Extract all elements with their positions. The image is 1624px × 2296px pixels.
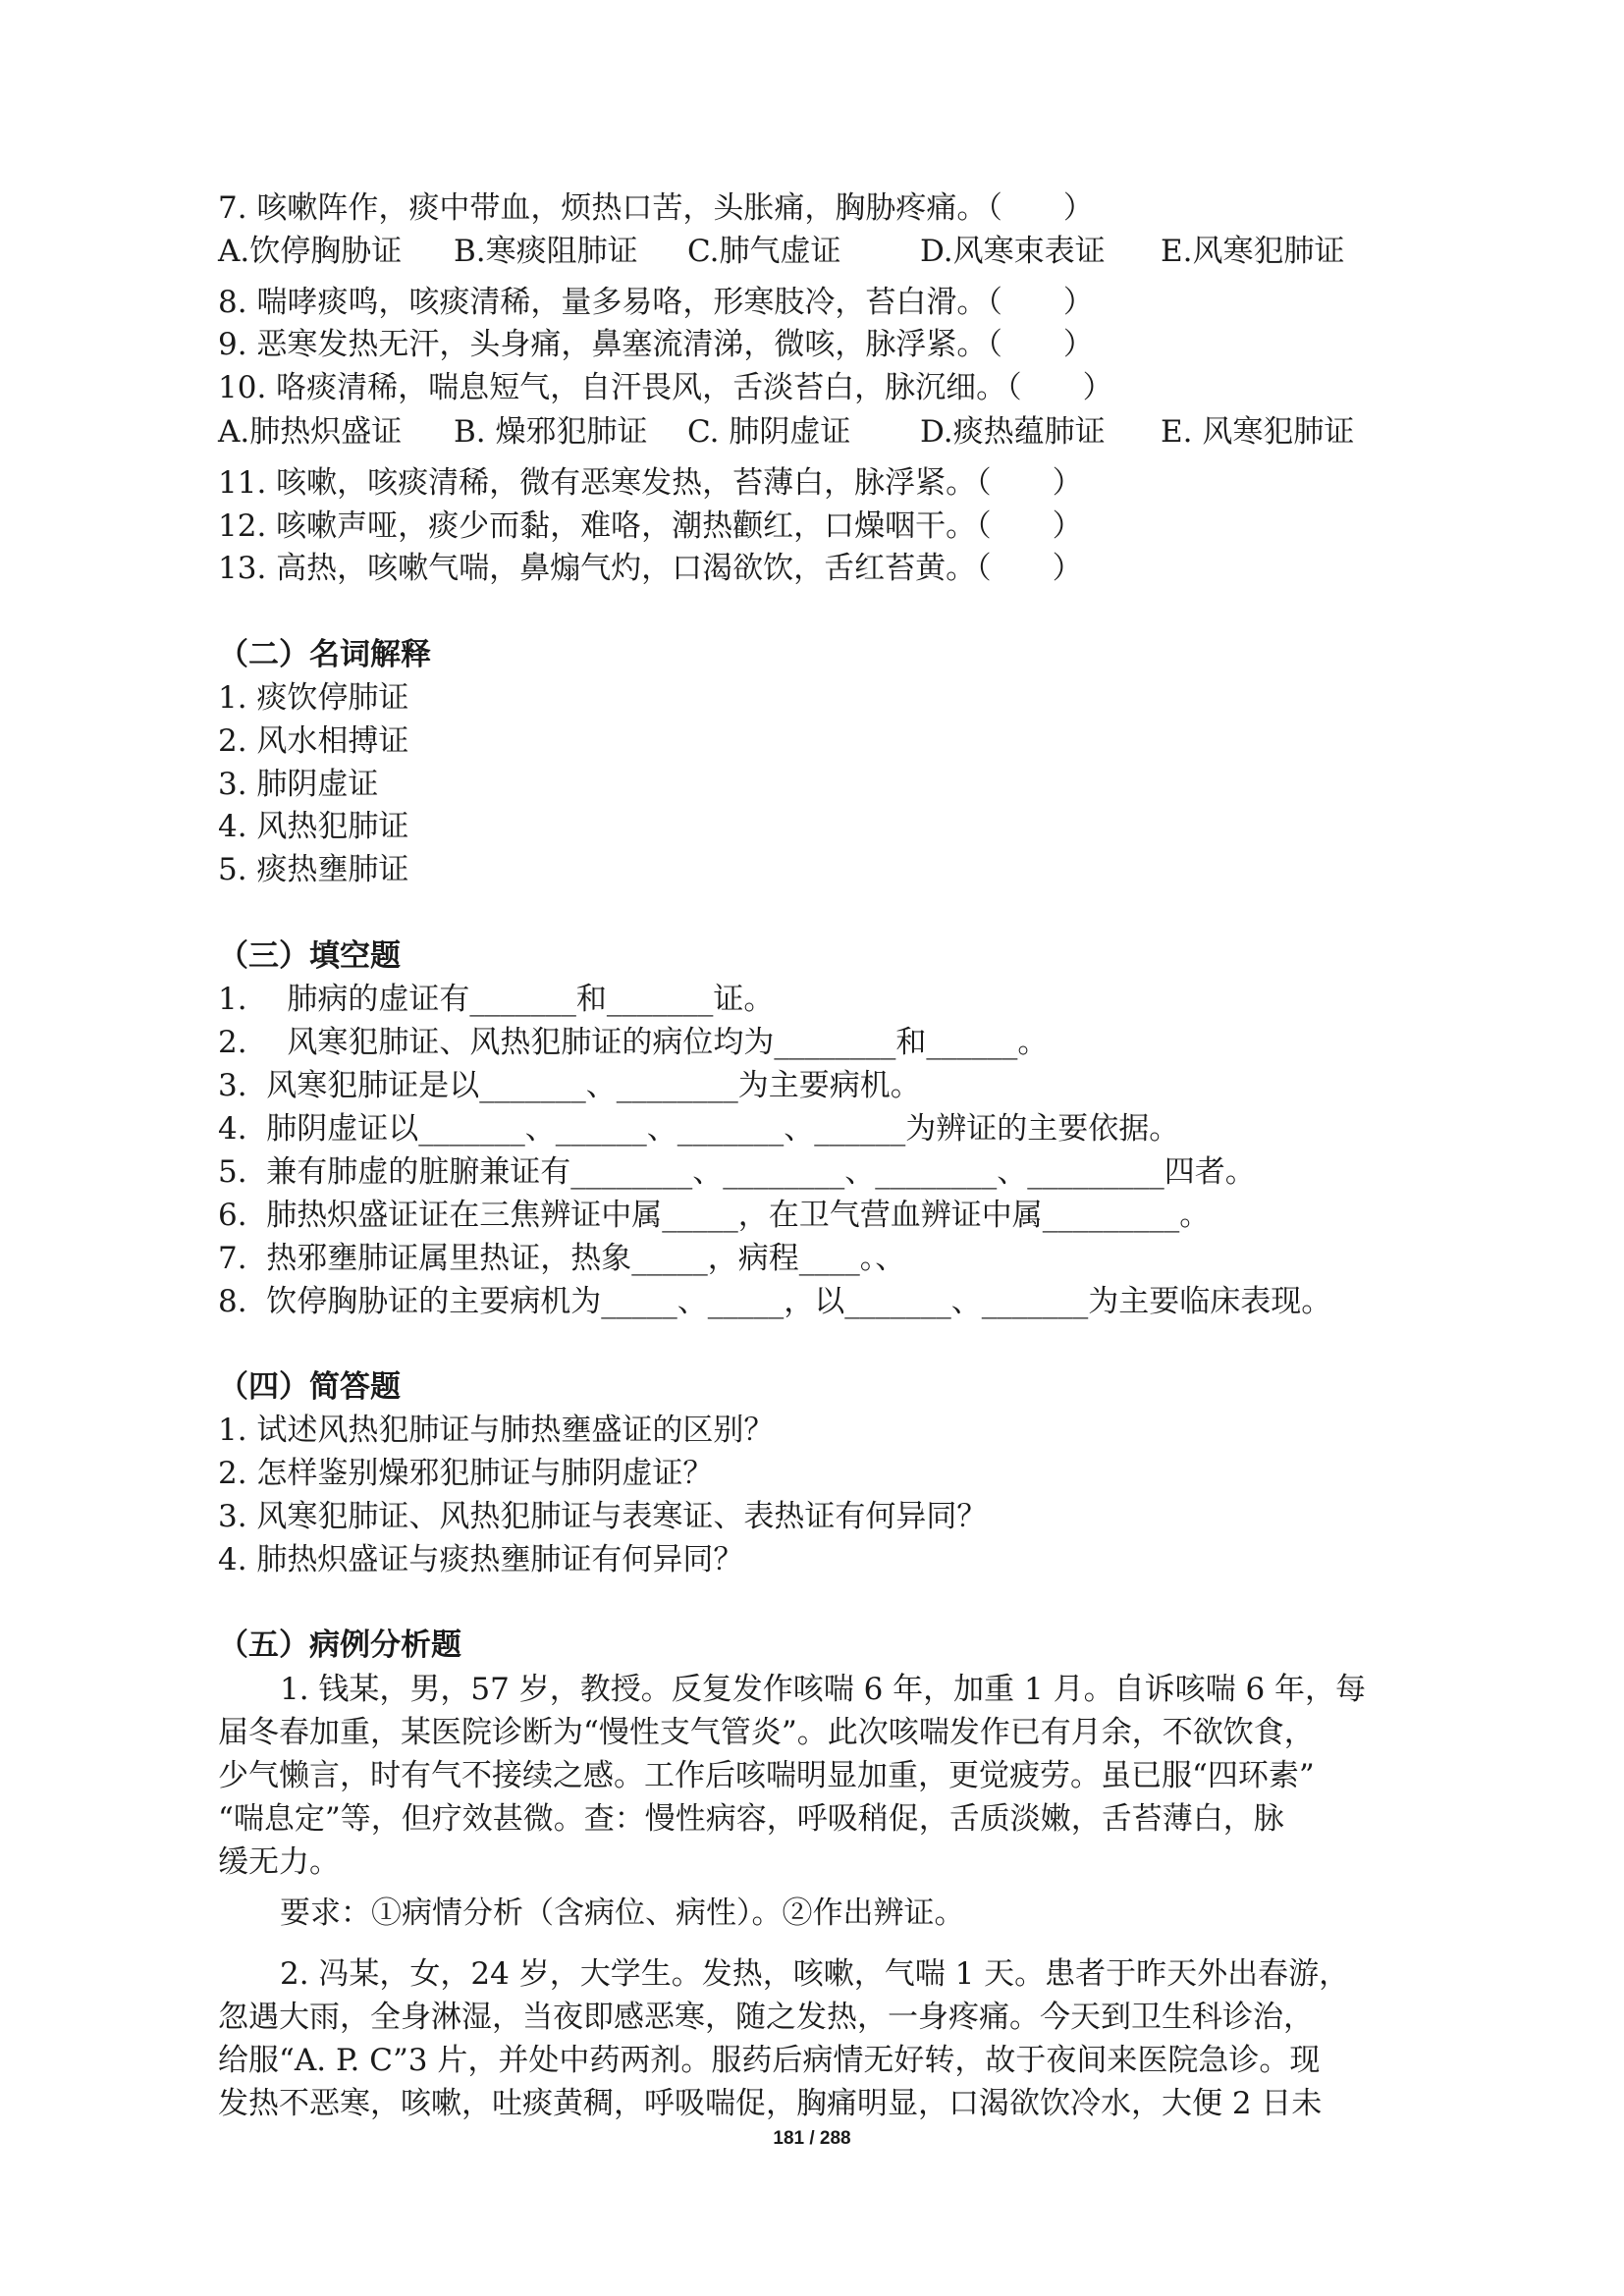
question-9: 9. 恶寒发热无汗，头身痛，鼻塞流清涕，微咳，脉浮紧。（ ） [218,327,1094,362]
term-item: 1. 痰饮停肺证 [218,680,409,716]
case1-line: “喘息定”等，但疗效甚微。查：慢性病容，呼吸稍促，舌质淡嫩，舌苔薄白，脉 [218,1801,1284,1837]
case1-line: 缓无力。 [218,1844,340,1880]
case2-line: 给服“A. P. C”3 片，并处中药两剂。服药后病情无好转，故于夜间来医院急诊。现 [218,2043,1321,2078]
option-a: A.肺热炽盛证 [218,414,403,450]
option-e: E.风寒犯肺证 [1161,234,1345,269]
question-12: 12. 咳嗽声哑，痰少而黏，难咯，潮热颧红，口燥咽干。（ ） [218,508,1083,544]
case1-line: 少气懒言，时有气不接续之感。工作后咳喘明显加重，更觉疲劳。虽已服“四环素” [218,1758,1315,1793]
fill-item: 6. 肺热炽盛证证在三焦辨证中属_____，在卫气营血辨证中属_________。 [218,1198,1211,1233]
option-a: A.饮停胸胁证 [218,234,403,269]
fill-item: 4. 肺阴虚证以_______、______、_______、______为辨证的主要依据。 [218,1111,1180,1147]
question-10: 10. 咯痰清稀，喘息短气，自汗畏风，舌淡苔白，脉沉细。（ ） [218,370,1113,405]
fill-item: 2. 风寒犯肺证、风热犯肺证的病位均为________和______。 [218,1025,1049,1060]
question-7: 7. 咳嗽阵作，痰中带血，烦热口苦，头胀痛，胸胁疼痛。（ ） [218,190,1094,226]
term-item: 4. 风热犯肺证 [218,809,409,844]
option-d: D.痰热蕴肺证 [920,414,1106,450]
case2-line: 忽遇大雨，全身淋湿，当夜即感恶寒，随之发热，一身疼痛。今天到卫生科诊治， [218,2000,1314,2035]
short-answer-item: 3. 风寒犯肺证、风热犯肺证与表寒证、表热证有何异同？ [218,1499,988,1534]
fill-item: 5. 兼有肺虚的脏腑兼证有________、________、________、_________四者。 [218,1154,1256,1190]
short-answer-item: 1. 试述风热犯肺证与肺热壅盛证的区别？ [218,1413,775,1448]
term-item: 2. 风水相搏证 [218,723,409,759]
fill-item: 7. 热邪壅肺证属里热证，热象_____，病程____。、 [218,1241,906,1276]
case1-line: 届冬春加重，某医院诊断为“慢性支气管炎”。此次咳喘发作已有月余，不欲饮食， [218,1715,1315,1750]
short-answer-heading: （四）简答题 [218,1369,401,1405]
case-heading: （五）病例分析题 [218,1628,461,1663]
question-13: 13. 高热，咳嗽气喘，鼻煽气灼，口渴欲饮，舌红苔黄。（ ） [218,551,1083,586]
term-item: 3. 肺阴虚证 [218,767,379,802]
fill-item: 3. 风寒犯肺证是以_______、________为主要病机。 [218,1068,921,1103]
case1-requirement: 要求：①病情分析（含病位、病性）。②作出辨证。 [280,1896,965,1931]
fill-item: 8. 饮停胸胁证的主要病机为_____、_____，以_______、_______为主要临床表现。 [218,1284,1332,1319]
term-item: 5. 痰热壅肺证 [218,852,409,887]
short-answer-item: 4. 肺热炽盛证与痰热壅肺证有何异同？ [218,1542,744,1577]
case1-line: 1. 钱某，男，57 岁，教授。反复发作咳喘 6 年，加重 1 月。自诉咳喘 6 年，每 [280,1672,1367,1707]
case2-line: 发热不恶寒，咳嗽，吐痰黄稠，呼吸喘促，胸痛明显，口渴欲饮冷水，大便 2 日未 [218,2086,1323,2121]
option-c: C.肺气虚证 [687,234,841,269]
option-b: B.寒痰阻肺证 [454,234,638,269]
option-d: D.风寒束表证 [920,234,1106,269]
option-b: B. 燥邪犯肺证 [454,414,648,450]
short-answer-item: 2. 怎样鉴别燥邪犯肺证与肺阴虚证？ [218,1456,714,1491]
case2-line: 2. 冯某，女，24 岁，大学生。发热，咳嗽，气喘 1 天。患者于昨天外出春游， [280,1956,1350,1992]
question-11: 11. 咳嗽，咳痰清稀，微有恶寒发热，苔薄白，脉浮紧。（ ） [218,465,1083,501]
question-8: 8. 喘哮痰鸣，咳痰清稀，量多易咯，形寒肢冷，苔白滑。（ ） [218,285,1094,320]
option-e: E. 风寒犯肺证 [1161,414,1355,450]
terms-heading: （二）名词解释 [218,637,431,672]
fill-item: 1. 肺病的虚证有_______和_______证。 [218,982,775,1017]
fill-heading: （三）填空题 [218,938,401,974]
option-c: C. 肺阴虚证 [687,414,851,450]
page-number: 181 / 288 [773,2128,851,2149]
